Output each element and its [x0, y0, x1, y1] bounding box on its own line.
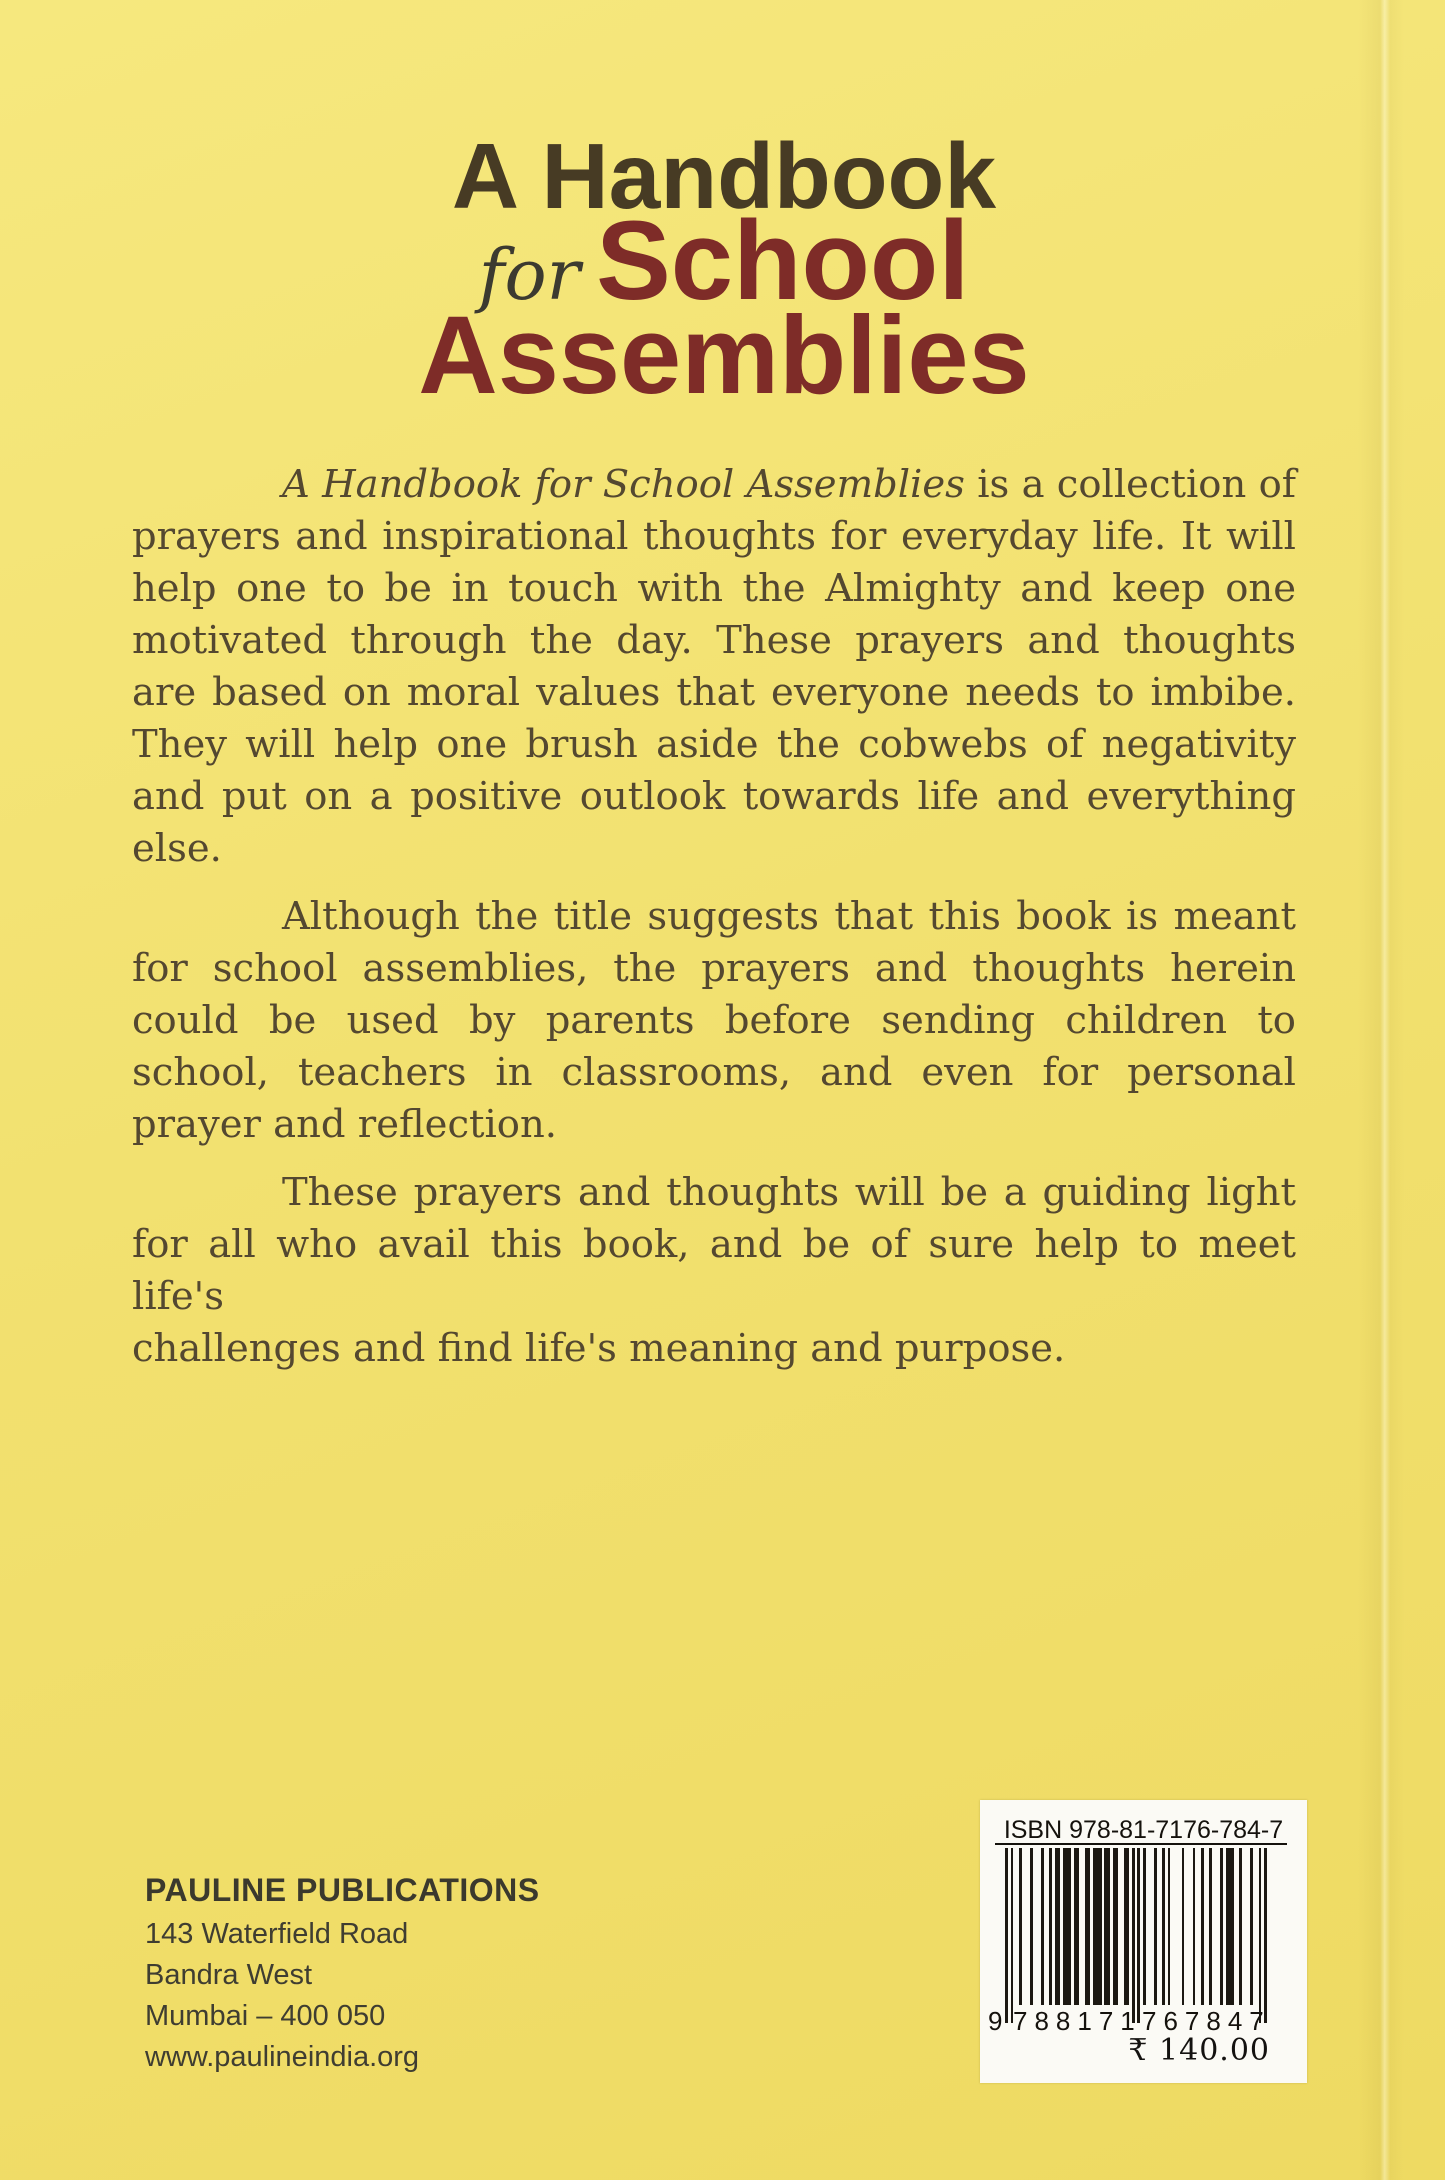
publisher-name: PAULINE PUBLICATIONS [145, 1872, 540, 1908]
title-for-word: for [478, 234, 581, 316]
synopsis-p1-line8: else. [132, 826, 222, 871]
synopsis-p1-line3: help one to be in touch with the Almighty and keep one [132, 566, 1296, 611]
title-line-3: Assemblies [418, 294, 1030, 417]
synopsis-book-title-italic: A Handbook for School Assemblies [282, 462, 965, 507]
synopsis-p3-line1: These prayers and thoughts will be a guiding light [282, 1170, 1296, 1215]
title-line-1: A Handbook [451, 124, 997, 228]
synopsis-p2-line4: school, teachers in classrooms, and even for personal [132, 1050, 1296, 1095]
synopsis-p1-line1: A Handbook for School Assemblies is a collection of [282, 462, 1296, 507]
publisher-block [145, 1870, 540, 2078]
publisher-website: www.paulineindia.org [145, 2041, 420, 2073]
publisher-address-1: 143 Waterfield Road [145, 1918, 409, 1950]
isbn-divider-rule [995, 1843, 1287, 1845]
spine-crease [1358, 0, 1404, 2180]
isbn-number: ISBN 978-81-7176-784-7 [1003, 1816, 1284, 1844]
publisher-address-3: Mumbai – 400 050 [145, 2000, 386, 2032]
publisher-address-2: Bandra West [145, 1959, 313, 1991]
barcode-digits-group1: 788171 [1013, 2006, 1142, 2036]
barcode-bars [1005, 1848, 1267, 2023]
synopsis [132, 459, 1296, 1375]
synopsis-p3-line3: challenges and find life's meaning and purpose. [132, 1326, 1066, 1371]
synopsis-p1-line5: are based on moral values that everyone needs to imbibe. [132, 670, 1296, 715]
synopsis-p2-line5: prayer and reflection. [132, 1102, 558, 1147]
synopsis-p2-line2: for school assemblies, the prayers and thoughts herein [132, 946, 1296, 991]
synopsis-p1-line2: prayers and inspirational thoughts for everyday life. It will [132, 514, 1296, 559]
price-label: ₹ 140.00 [1128, 2033, 1270, 2068]
synopsis-p2-line3: could be used by parents before sending children to [132, 998, 1296, 1043]
isbn-barcode-box [980, 1800, 1307, 2083]
title-school-word: School [596, 198, 970, 323]
synopsis-p2-line1: Although the title suggests that this book is meant [282, 894, 1296, 939]
barcode-digits-group2: 767847 [1142, 2006, 1271, 2036]
synopsis-p3-line2: for all who avail this book, and be of sure help to meet life's [132, 1222, 1296, 1319]
synopsis-p1-line7: and put on a positive outlook towards life and everything [132, 774, 1296, 819]
barcode-digit-lead: 9 [988, 2006, 1003, 2036]
synopsis-p1-line4: motivated through the day. These prayers and thoughts [132, 618, 1296, 663]
synopsis-p1-line6: They will help one brush aside the cobwebs of negativity [132, 722, 1296, 767]
